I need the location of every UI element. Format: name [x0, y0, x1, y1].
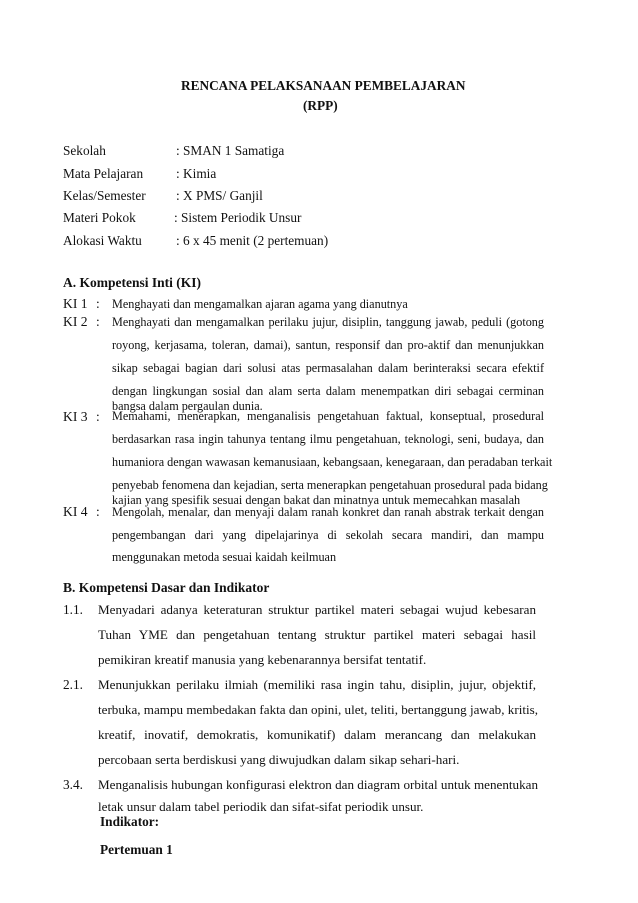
- ki-line: penyebab fenomena dan kejadian, serta menerapkan pengetahuan prosedural pada bidang: [112, 478, 548, 492]
- section-a-heading: A. Kompetensi Inti (KI): [63, 275, 201, 290]
- identity-value-kelas: : X PMS/ Ganjil: [176, 188, 263, 203]
- ki-line: berdasarkan rasa ingin tahunya tentang ilmu pengetahuan, teknologi, seni, budaya, dan: [112, 432, 544, 446]
- ki-line: pengembangan dari yang dipelajarinya di sekolah secara mandiri, dan mampu: [112, 528, 544, 542]
- ki-line: Memahami, menerapkan, menganalisis pengetahuan faktual, konseptual, prosedural: [112, 409, 544, 423]
- ki-line: menggunakan metoda sesuai kaidah keilmuan: [112, 550, 337, 564]
- ki-line: Menghayati dan mengamalkan ajaran agama yang dianutnya: [112, 297, 408, 311]
- kd-line: Menyadari adanya keteraturan struktur partikel materi sebagai wujud kebesaran: [98, 602, 536, 617]
- kd-line: Menganalisis hubungan konfigurasi elektron dan diagram orbital untuk menentukan: [98, 777, 538, 792]
- kd-line: letak unsur dalam tabel periodik dan sifat-sifat periodik unsur.: [98, 799, 424, 814]
- ki-line: Menghayati dan mengamalkan perilaku jujur, disiplin, tanggung jawab, peduli (gotong: [112, 315, 544, 329]
- identity-label-alokasi: Alokasi Waktu: [63, 233, 142, 248]
- ki-line: kajian yang spesifik sesuai dengan bakat dan minatnya untuk memecahkan masalah: [112, 493, 521, 507]
- ki-colon: :: [96, 314, 100, 329]
- ki-code: KI 3: [63, 409, 88, 424]
- ki-code: KI 2: [63, 314, 88, 329]
- kd-line: Tuhan YME dan pengetahuan tentang struktur partikel materi sebagai hasil: [98, 627, 536, 642]
- identity-value-alokasi: : 6 x 45 menit (2 pertemuan): [176, 233, 329, 248]
- pertemuan-label: Pertemuan 1: [100, 842, 173, 857]
- ki-colon: :: [96, 296, 100, 311]
- kd-line: pemikiran kreatif manusia yang kebenarannya bersifat tentatif.: [98, 652, 427, 667]
- document-subtitle: (RPP): [303, 98, 338, 113]
- identity-value-materi: : Sistem Periodik Unsur: [174, 210, 302, 225]
- kd-line: percobaan serta berdiskusi yang diwujudkan dalam sikap sehari-hari.: [98, 752, 460, 767]
- kd-number: 2.1.: [63, 677, 83, 692]
- ki-line: Mengolah, menalar, dan menyaji dalam ranah konkret dan ranah abstrak terkait dengan: [112, 505, 544, 519]
- section-b-heading: B. Kompetensi Dasar dan Indikator: [63, 580, 270, 595]
- identity-label-mapel: Mata Pelajaran: [63, 166, 144, 181]
- kd-line: Menunjukkan perilaku ilmiah (memiliki rasa ingin tahu, disiplin, jujur, objektif,: [98, 677, 536, 692]
- indikator-label: Indikator:: [100, 814, 160, 829]
- document-title: RENCANA PELAKSANAAN PEMBELAJARAN: [181, 78, 466, 93]
- identity-value-mapel: : Kimia: [176, 166, 217, 181]
- ki-line: dengan lingkungan sosial dan alam serta dalam menempatkan diri sebagai cerminan: [112, 384, 544, 398]
- ki-colon: :: [96, 504, 100, 519]
- identity-label-kelas: Kelas/Semester: [63, 188, 146, 203]
- ki-line: bangsa dalam pergaulan dunia.: [112, 399, 263, 413]
- kd-line: terbuka, mampu membedakan fakta dan opini, ulet, teliti, bertanggung jawab, kritis,: [98, 702, 538, 717]
- kd-line: kreatif, inovatif, demokratis, komunikatif) dalam merancang dan melakukan: [98, 727, 536, 742]
- ki-colon: :: [96, 409, 100, 424]
- ki-line: humaniora dengan wawasan kemanusiaan, kebangsaan, kenegaraan, dan peradaban terkait: [112, 455, 553, 469]
- ki-code: KI 1: [63, 296, 88, 311]
- identity-label-materi: Materi Pokok: [63, 210, 136, 225]
- ki-line: sikap sebagai bagian dari solusi atas permasalahan dalam berinteraksi secara efektif: [112, 361, 544, 375]
- kd-number: 3.4.: [63, 777, 83, 792]
- identity-label-sekolah: Sekolah: [63, 143, 106, 158]
- ki-line: royong, kerjasama, toleran, damai), santun, responsif dan pro-aktif dan menunjukkan: [112, 338, 544, 352]
- kd-number: 1.1.: [63, 602, 83, 617]
- identity-value-sekolah: : SMAN 1 Samatiga: [176, 143, 285, 158]
- ki-code: KI 4: [63, 504, 88, 519]
